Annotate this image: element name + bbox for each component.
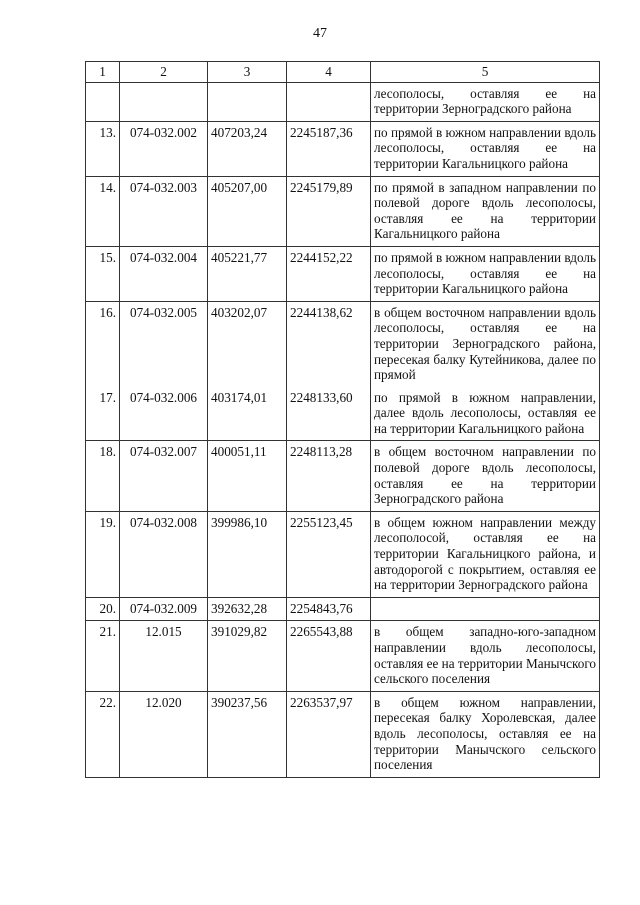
point-code: 12.015 xyxy=(120,621,208,691)
header-col-2: 2 xyxy=(120,62,208,83)
boundary-description: в общем восточном направлении по полевой дороге вдоль лесополосы, оставляя ее на территории Зерноградского района xyxy=(371,441,600,511)
coord-y: 2254843,76 xyxy=(287,597,371,621)
row-number: 17. xyxy=(86,387,120,441)
coord-y xyxy=(287,82,371,121)
row-number: 15. xyxy=(86,246,120,301)
header-col-1: 1 xyxy=(86,62,120,83)
page-number: 47 xyxy=(313,26,327,41)
coord-x: 405207,00 xyxy=(208,176,287,246)
header-col-5: 5 xyxy=(371,62,600,83)
row-number: 18. xyxy=(86,441,120,511)
table-row xyxy=(86,301,600,386)
coord-y: 2248113,28 xyxy=(287,441,371,511)
row-number: 19. xyxy=(86,511,120,597)
coord-y: 2244138,62 xyxy=(287,301,371,386)
table-row xyxy=(86,176,600,246)
boundary-table xyxy=(85,61,600,778)
table-row xyxy=(86,441,600,511)
header-row xyxy=(86,62,600,83)
point-code: 074-032.005 xyxy=(120,301,208,386)
point-code xyxy=(120,82,208,121)
coord-y: 2245179,89 xyxy=(287,176,371,246)
boundary-description: в общем восточном направлении вдоль лесополосы, оставляя ее на территории Зерноградского района, пересекая балку Кутейникова, далее по прямой xyxy=(371,301,600,386)
coord-x: 407203,24 xyxy=(208,121,287,176)
coord-y: 2263537,97 xyxy=(287,691,371,777)
coord-x: 390237,56 xyxy=(208,691,287,777)
coord-x: 399986,10 xyxy=(208,511,287,597)
coord-x: 400051,11 xyxy=(208,441,287,511)
table-row xyxy=(86,82,600,121)
coord-x: 403174,01 xyxy=(208,387,287,441)
boundary-description: в общем западно-юго-западном направлении вдоль лесополосы, оставляя ее на территории Манычского сельского поселения xyxy=(371,621,600,691)
coord-y: 2255123,45 xyxy=(287,511,371,597)
row-number: 21. xyxy=(86,621,120,691)
row-number: 13. xyxy=(86,121,120,176)
coord-y: 2245187,36 xyxy=(287,121,371,176)
boundary-description: по прямой в южном направлении вдоль лесополосы, оставляя ее на территории Кагальницкого района xyxy=(371,121,600,176)
row-number: 14. xyxy=(86,176,120,246)
table-row xyxy=(86,387,600,441)
row-number xyxy=(86,82,120,121)
boundary-description: в общем южном направлении между лесополосой, оставляя ее на территории Кагальницкого района, и автодорогой с покрытием, оставляя ее на территории Зерноградского района xyxy=(371,511,600,597)
coord-x: 391029,82 xyxy=(208,621,287,691)
coord-x: 405221,77 xyxy=(208,246,287,301)
header-col-4: 4 xyxy=(287,62,371,83)
boundary-description: в общем южном направлении, пересекая балку Хоролевская, далее вдоль лесополосы, оставляя ее на территории Манычского сельского поселения xyxy=(371,691,600,777)
coord-x xyxy=(208,82,287,121)
row-number: 16. xyxy=(86,301,120,386)
point-code: 074-032.009 xyxy=(120,597,208,621)
coord-x: 392632,28 xyxy=(208,597,287,621)
row-number: 22. xyxy=(86,691,120,777)
table-row xyxy=(86,691,600,777)
table-row xyxy=(86,621,600,691)
coord-y: 2248133,60 xyxy=(287,387,371,441)
coord-y: 2265543,88 xyxy=(287,621,371,691)
table-row xyxy=(86,511,600,597)
boundary-description: по прямой в южном направлении, далее вдоль лесополосы, оставляя ее на территории Кагальницкого района xyxy=(371,387,600,441)
point-code: 074-032.003 xyxy=(120,176,208,246)
boundary-description: лесополосы, оставляя ее на территории Зерноградского района xyxy=(371,82,600,121)
boundary-description xyxy=(371,597,600,621)
row-number: 20. xyxy=(86,597,120,621)
point-code: 074-032.008 xyxy=(120,511,208,597)
point-code: 12.020 xyxy=(120,691,208,777)
table-row xyxy=(86,597,600,621)
table-row xyxy=(86,121,600,176)
point-code: 074-032.007 xyxy=(120,441,208,511)
table-header xyxy=(86,62,600,83)
point-code: 074-032.002 xyxy=(120,121,208,176)
table-row xyxy=(86,246,600,301)
boundary-description: по прямой в южном направлении вдоль лесополосы, оставляя ее на территории Кагальницкого района xyxy=(371,246,600,301)
point-code: 074-032.006 xyxy=(120,387,208,441)
table-body xyxy=(86,82,600,777)
point-code: 074-032.004 xyxy=(120,246,208,301)
header-col-3: 3 xyxy=(208,62,287,83)
coord-y: 2244152,22 xyxy=(287,246,371,301)
boundary-description: по прямой в западном направлении по полевой дороге вдоль лесополосы, оставляя ее на территории Кагальницкого района xyxy=(371,176,600,246)
coord-x: 403202,07 xyxy=(208,301,287,386)
